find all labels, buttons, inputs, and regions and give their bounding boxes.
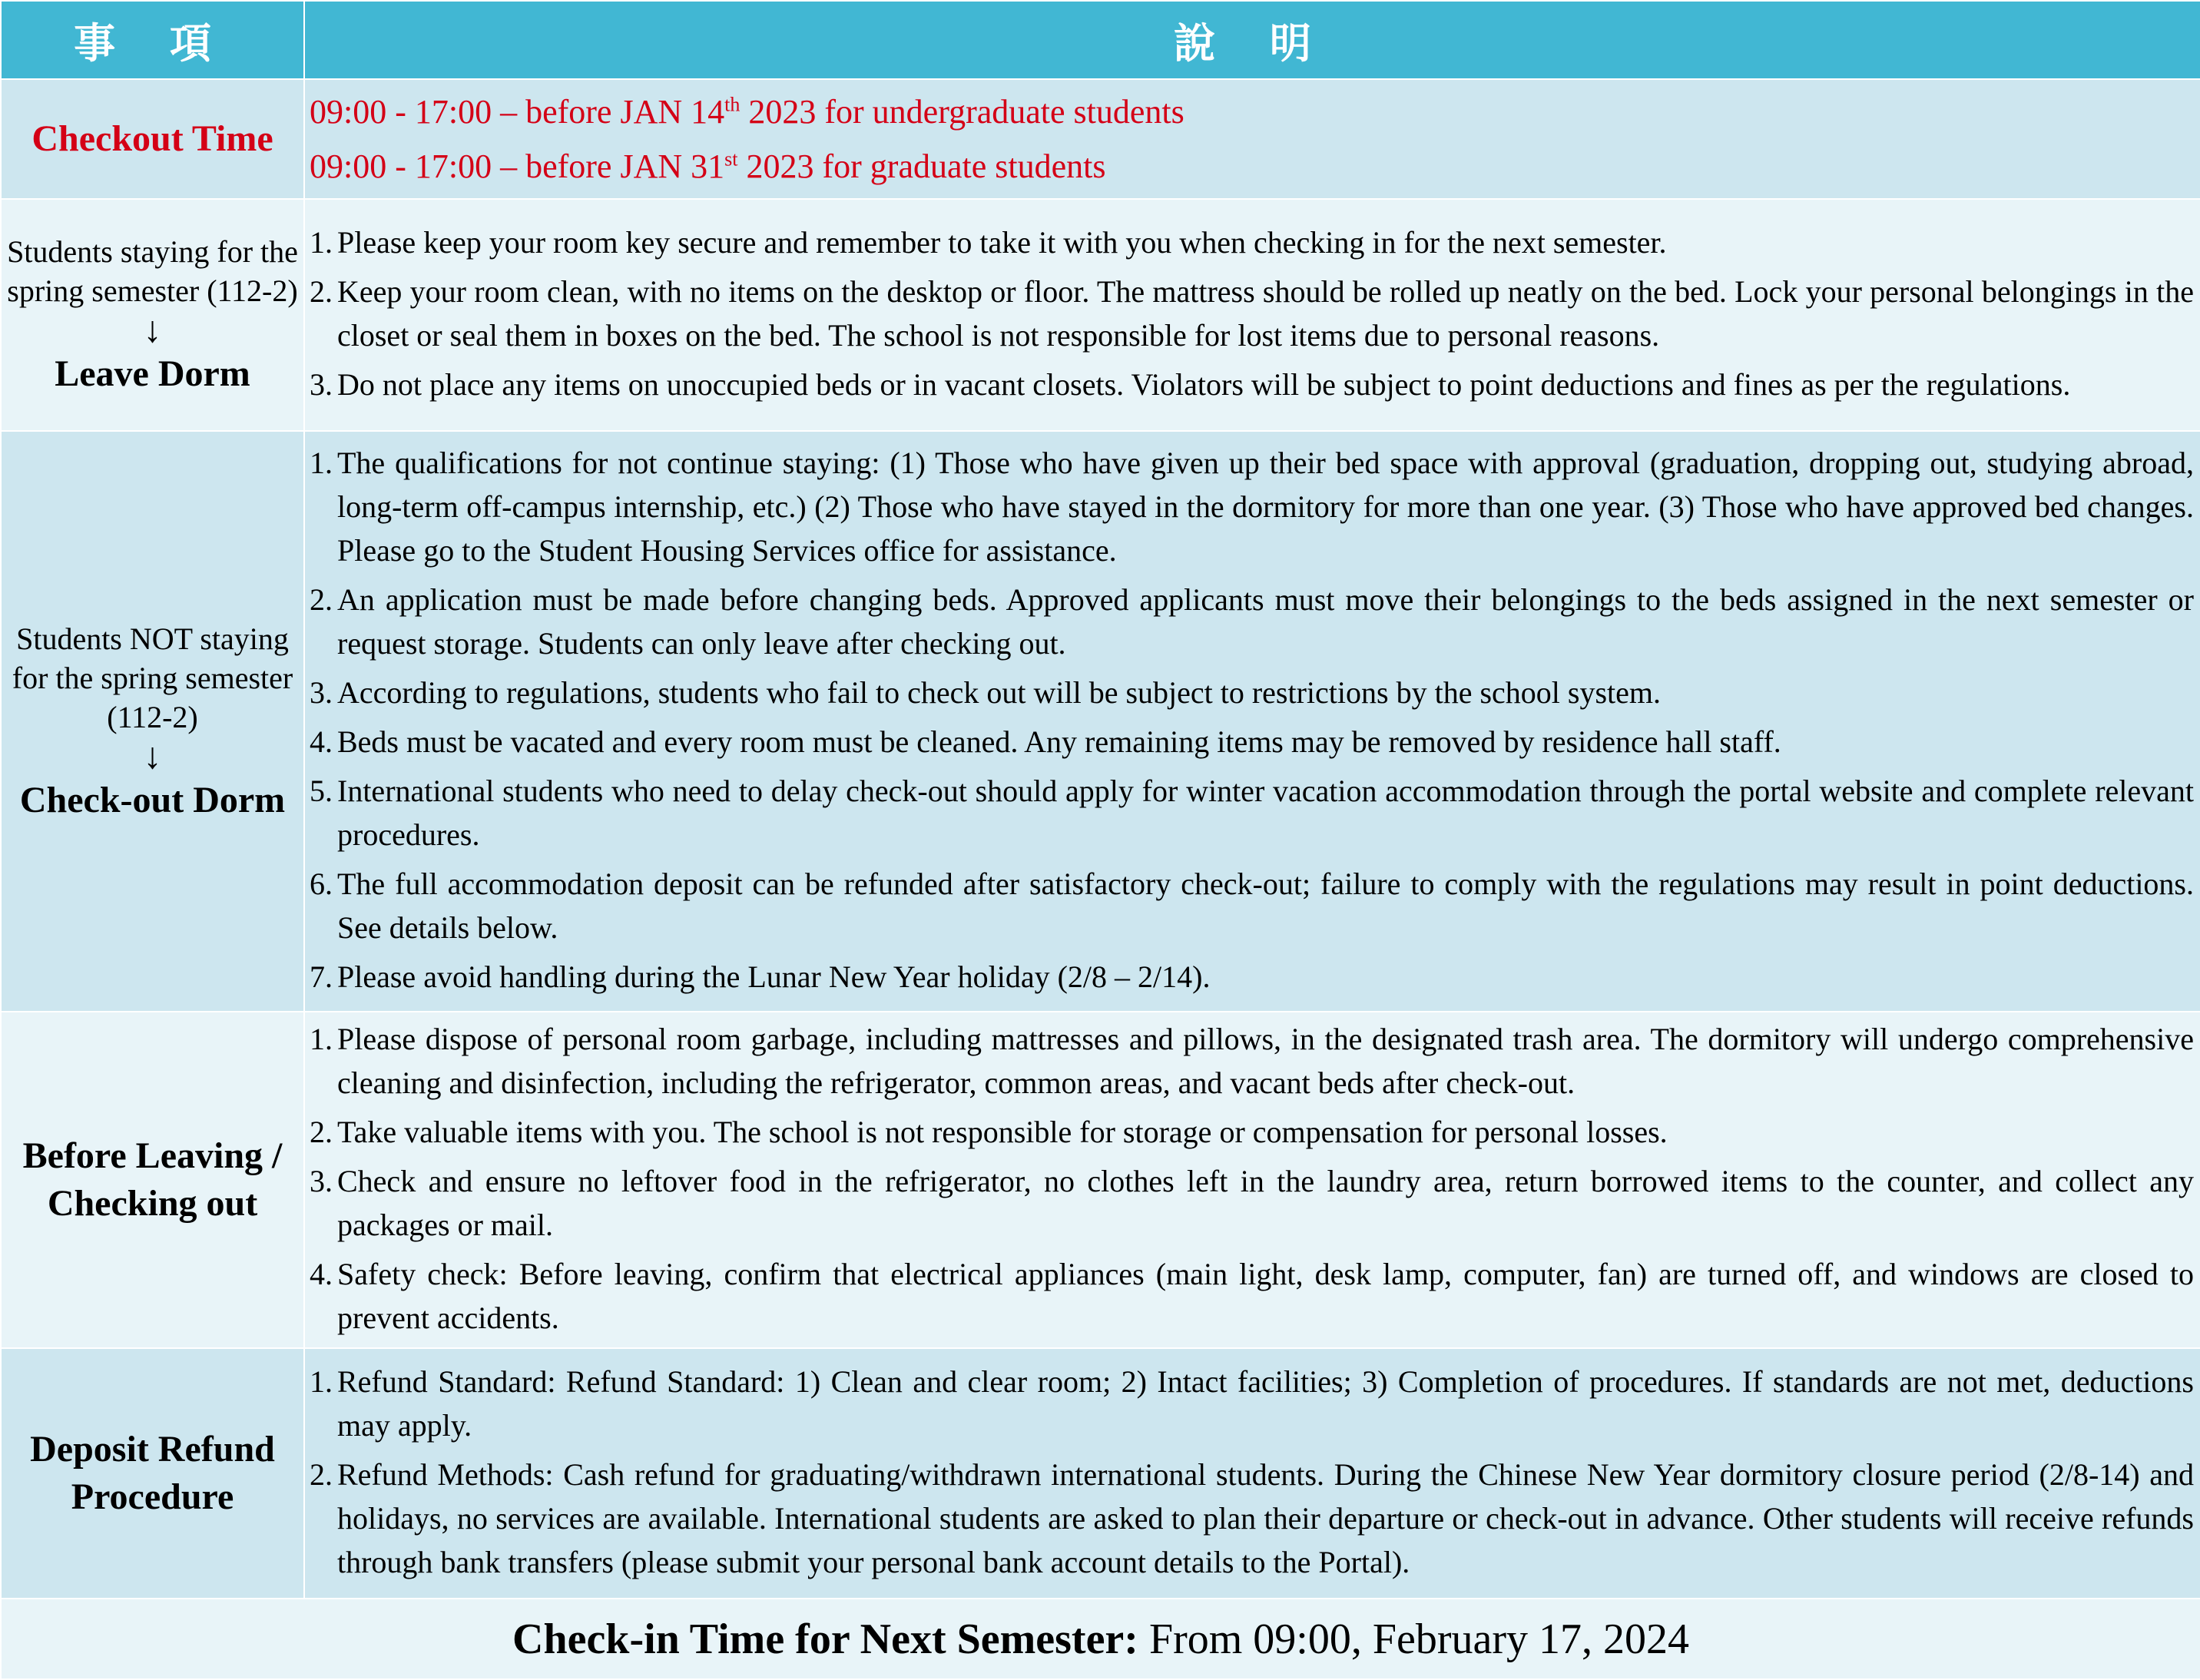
list-item-number: 3. xyxy=(310,675,333,710)
before-leaving-list xyxy=(310,1017,2194,1340)
list-item-number: 4. xyxy=(310,1257,333,1291)
before-leaving-title: Before Leaving / Checking out xyxy=(22,1135,283,1224)
leave-dorm-subtitle: Students staying for the spring semester (112-2) xyxy=(7,234,298,308)
list-item xyxy=(310,363,2194,406)
leave-dorm-label-cell xyxy=(1,199,304,431)
list-item xyxy=(310,1252,2194,1340)
list-item-text: An application must be made before changing beds. Approved applicants must move their belongings to the beds assigned in the next semester or request storage. Students can only leave after checking out. xyxy=(337,582,2194,661)
checkout-dorm-subtitle: Students NOT staying for the spring semester (112-2) xyxy=(12,621,293,734)
list-item-text: Do not place any items on unoccupied beds or in vacant closets. Violators will be subject to point deductions and fines as per the regulations. xyxy=(337,367,2071,402)
footer-label: Check-in Time for Next Semester: xyxy=(512,1615,1138,1663)
checkout-dorm-content xyxy=(304,431,2200,1012)
checkout-time-undergrad: 09:00 - 17:00 – before JAN 14th 2023 for undergraduate students xyxy=(310,93,1184,131)
list-item-text: Take valuable items with you. The school is not responsible for storage or compensation for personal losses. xyxy=(337,1115,1668,1149)
checkout-time-label-cell xyxy=(1,79,304,199)
list-item xyxy=(310,578,2194,665)
list-item-number: 4. xyxy=(310,724,333,759)
list-item xyxy=(310,1110,2194,1154)
list-item-number: 1. xyxy=(310,225,333,260)
header-item: 事 項 xyxy=(1,1,304,79)
list-item xyxy=(310,720,2194,764)
deposit-refund-content xyxy=(304,1348,2200,1599)
footer-row xyxy=(1,1599,2200,1679)
deposit-refund-row xyxy=(1,1348,2200,1599)
list-item-number: 7. xyxy=(310,959,333,994)
list-item xyxy=(310,955,2194,999)
checkout-time-content xyxy=(304,79,2200,199)
list-item-number: 3. xyxy=(310,1164,333,1198)
list-item-number: 1. xyxy=(310,446,333,480)
list-item-text: The full accommodation deposit can be refunded after satisfactory check-out; failure to comply with the regulations may result in point deductions. See details below. xyxy=(337,867,2194,945)
checkout-time-label: Checkout Time xyxy=(31,118,273,159)
list-item xyxy=(310,769,2194,857)
checkout-dorm-title: Check-out Dorm xyxy=(19,779,286,820)
list-item-text: The qualifications for not continue staying: (1) Those who have given up their bed space with approval (graduation, dropping out, studying abroad, long-term off-campus internship, etc.) (2) Those who have stayed in the dormitory for more than one year. (3) Those who have approved bed changes. Please go to the Student Housing Services office for assistance. xyxy=(337,446,2194,568)
list-item xyxy=(310,441,2194,572)
list-item-text: According to regulations, students who fail to check out will be subject to restrictions by the school system. xyxy=(337,675,1662,710)
before-leaving-row xyxy=(1,1012,2200,1348)
deposit-refund-label-cell xyxy=(1,1348,304,1599)
deposit-refund-title: Deposit Refund Procedure xyxy=(30,1429,275,1517)
checkout-dorm-label-cell xyxy=(1,431,304,1012)
list-item-text: Refund Methods: Cash refund for graduating/withdrawn international students. During the Chinese New Year dormitory closure period (2/8-14) and holidays, no services are available. International students are asked to plan their departure or check-out in advance. Other students will receive refunds through bank transfers (please submit your personal bank account details to the Portal). xyxy=(337,1457,2194,1579)
list-item xyxy=(310,1159,2194,1247)
deposit-refund-list xyxy=(310,1360,2194,1584)
list-item-number: 3. xyxy=(310,367,333,402)
leave-dorm-list xyxy=(310,220,2194,406)
list-item-text: Please dispose of personal room garbage, including mattresses and pillows, in the designated trash area. The dormitory will undergo comprehensive cleaning and disinfection, including the refrigerator, common areas, and vacant beds after check-out. xyxy=(337,1022,2194,1100)
list-item-text: International students who need to delay check-out should apply for winter vacation accommodation through the portal website and complete relevant procedures. xyxy=(337,774,2194,852)
list-item xyxy=(310,1017,2194,1105)
list-item xyxy=(310,220,2194,264)
footer-date: From 09:00, February 17, 2024 xyxy=(1138,1615,1689,1663)
list-item-text: Safety check: Before leaving, confirm that electrical appliances (main light, desk lamp, computer, fan) are turned off, and windows are closed to prevent accidents. xyxy=(337,1257,2194,1335)
list-item-number: 1. xyxy=(310,1364,333,1399)
list-item-number: 2. xyxy=(310,1115,333,1149)
checkout-time-row xyxy=(1,79,2200,199)
down-arrow-icon: ↓ xyxy=(143,735,162,777)
list-item-number: 5. xyxy=(310,774,333,808)
list-item-number: 2. xyxy=(310,274,333,309)
checkout-dorm-list xyxy=(310,441,2194,999)
leave-dorm-content xyxy=(304,199,2200,431)
list-item-number: 2. xyxy=(310,582,333,617)
list-item xyxy=(310,1453,2194,1584)
list-item-number: 2. xyxy=(310,1457,333,1492)
list-item xyxy=(310,270,2194,357)
list-item xyxy=(310,862,2194,949)
down-arrow-icon: ↓ xyxy=(143,310,162,350)
list-item-text: Keep your room clean, with no items on the desktop or floor. The mattress should be rolled up neatly on the bed. Lock your personal belongings in the closet or seal them in boxes on the bed. The school is not responsible for lost items due to personal reasons. xyxy=(337,274,2194,353)
leave-dorm-title: Leave Dorm xyxy=(55,353,250,394)
list-item-number: 6. xyxy=(310,867,333,901)
list-item-number: 1. xyxy=(310,1022,333,1056)
header-description: 說 明 xyxy=(304,1,2200,79)
list-item-text: Beds must be vacated and every room must be cleaned. Any remaining items may be removed by residence hall staff. xyxy=(337,724,1781,759)
list-item xyxy=(310,1360,2194,1447)
list-item-text: Check and ensure no leftover food in the refrigerator, no clothes left in the laundry area, return borrowed items to the counter, and collect any packages or mail. xyxy=(337,1164,2194,1242)
list-item-text: Please keep your room key secure and remember to take it with you when checking in for the next semester. xyxy=(337,225,1667,260)
list-item-text: Please avoid handling during the Lunar New Year holiday (2/8 – 2/14). xyxy=(337,959,1211,994)
leave-dorm-row xyxy=(1,199,2200,431)
checkout-dorm-row xyxy=(1,431,2200,1012)
checkout-time-grad: 09:00 - 17:00 – before JAN 31st 2023 for graduate students xyxy=(310,147,1106,185)
header-row xyxy=(1,1,2200,79)
before-leaving-content xyxy=(304,1012,2200,1348)
before-leaving-label-cell xyxy=(1,1012,304,1348)
list-item-text: Refund Standard: Refund Standard: 1) Clean and clear room; 2) Intact facilities; 3) Completion of procedures. If standards are not met, deductions may apply. xyxy=(337,1364,2194,1443)
list-item xyxy=(310,671,2194,714)
next-semester-checkin xyxy=(1,1599,2200,1679)
